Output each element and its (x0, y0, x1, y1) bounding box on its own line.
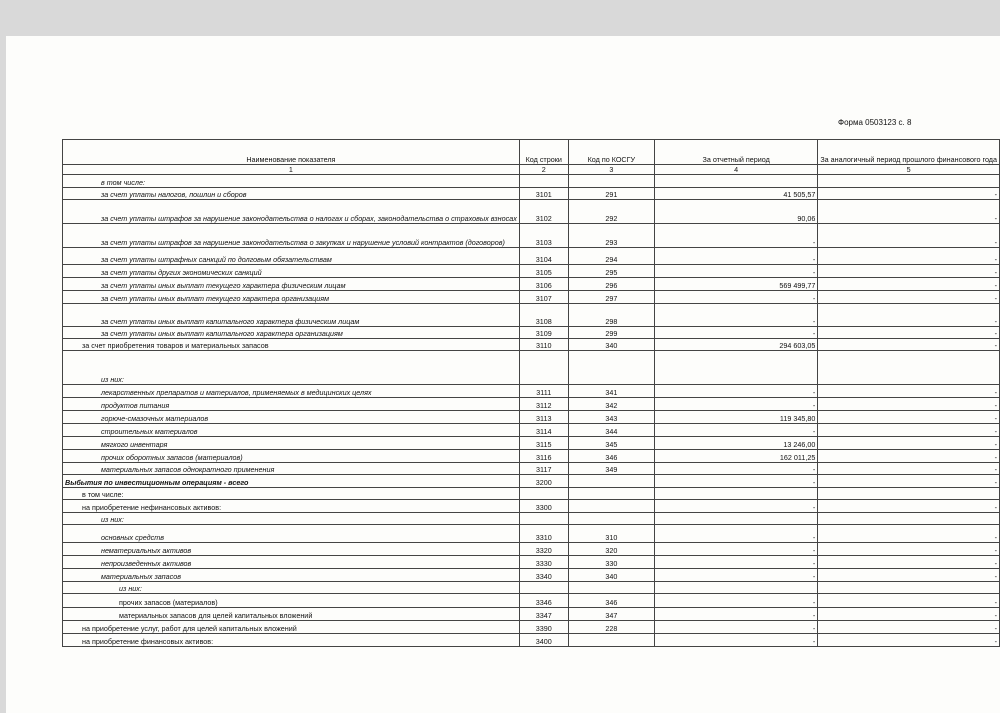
header-line-code: Код строки (519, 140, 568, 165)
col-number-4: 4 (655, 165, 818, 175)
table-row (63, 351, 1000, 385)
row-previous-period-cell (818, 175, 1000, 188)
row-kosgu-cell (568, 175, 654, 188)
col-number-1: 1 (63, 165, 520, 175)
row-current-period-cell: - (655, 265, 818, 278)
table-row (63, 304, 1000, 327)
row-name-cell: прочих запасов (материалов) (63, 594, 520, 608)
row-kosgu-cell (568, 351, 654, 385)
row-kosgu-cell: 345 (568, 437, 654, 450)
header-row (63, 140, 1000, 165)
column-number-row (63, 165, 1000, 175)
row-name-cell: за счет уплаты других экономических санкций (63, 265, 520, 278)
row-previous-period-cell (818, 582, 1000, 594)
table-row (63, 265, 1000, 278)
row-current-period-cell: 13 246,00 (655, 437, 818, 450)
table-row (63, 525, 1000, 543)
table-row (63, 424, 1000, 437)
row-current-period-cell (655, 175, 818, 188)
row-kosgu-cell: 291 (568, 188, 654, 200)
row-kosgu-cell: 341 (568, 385, 654, 398)
table-row (63, 200, 1000, 224)
table-row (63, 339, 1000, 351)
row-current-period-cell: - (655, 327, 818, 339)
row-previous-period-cell: - (818, 475, 1000, 488)
row-current-period-cell: - (655, 291, 818, 304)
row-line-code-cell: 3110 (519, 339, 568, 351)
row-name-cell: из них: (63, 582, 520, 594)
row-previous-period-cell: - (818, 327, 1000, 339)
row-previous-period-cell: - (818, 411, 1000, 424)
row-line-code-cell (519, 513, 568, 525)
table-row (63, 248, 1000, 265)
row-name-cell: материальных запасов для целей капитальных вложений (63, 608, 520, 621)
row-line-code-cell (519, 488, 568, 500)
row-previous-period-cell: - (818, 525, 1000, 543)
row-line-code-cell: 3200 (519, 475, 568, 488)
row-line-code-cell: 3112 (519, 398, 568, 411)
row-line-code-cell: 3347 (519, 608, 568, 621)
row-line-code-cell: 3109 (519, 327, 568, 339)
row-previous-period-cell: - (818, 278, 1000, 291)
table-row (63, 463, 1000, 475)
row-name-cell: прочих оборотных запасов (материалов) (63, 450, 520, 463)
row-name-cell: за счет уплаты иных выплат текущего характера физическим лицам (63, 278, 520, 291)
row-line-code-cell: 3107 (519, 291, 568, 304)
row-line-code-cell: 3101 (519, 188, 568, 200)
table-row (63, 278, 1000, 291)
table-row (63, 621, 1000, 634)
row-name-cell: материальных запасов (63, 569, 520, 582)
row-line-code-cell: 3300 (519, 500, 568, 513)
row-kosgu-cell: 346 (568, 450, 654, 463)
row-current-period-cell: 90,06 (655, 200, 818, 224)
table-row (63, 582, 1000, 594)
row-line-code-cell: 3340 (519, 569, 568, 582)
row-kosgu-cell (568, 475, 654, 488)
row-line-code-cell (519, 582, 568, 594)
table-row (63, 500, 1000, 513)
table-row (63, 327, 1000, 339)
row-kosgu-cell: 299 (568, 327, 654, 339)
row-line-code-cell: 3104 (519, 248, 568, 265)
row-previous-period-cell: - (818, 608, 1000, 621)
row-current-period-cell: - (655, 424, 818, 437)
row-name-cell: за счет уплаты штрафов за нарушение законодательства о налогах и сборах, законодательства о страховых взносах (63, 200, 520, 224)
row-kosgu-cell: 296 (568, 278, 654, 291)
row-kosgu-cell: 295 (568, 265, 654, 278)
row-line-code-cell: 3390 (519, 621, 568, 634)
row-current-period-cell: - (655, 463, 818, 475)
row-previous-period-cell: - (818, 265, 1000, 278)
table-row (63, 437, 1000, 450)
table-row (63, 488, 1000, 500)
row-kosgu-cell: 310 (568, 525, 654, 543)
table-row (63, 398, 1000, 411)
row-current-period-cell: 41 505,57 (655, 188, 818, 200)
row-current-period-cell: - (655, 594, 818, 608)
table-row (63, 188, 1000, 200)
row-current-period-cell: - (655, 500, 818, 513)
table-row (63, 556, 1000, 569)
row-current-period-cell: - (655, 525, 818, 543)
row-name-cell: непроизведенных активов (63, 556, 520, 569)
row-line-code-cell: 3103 (519, 224, 568, 248)
row-line-code-cell: 3113 (519, 411, 568, 424)
row-previous-period-cell (818, 513, 1000, 525)
row-kosgu-cell: 340 (568, 569, 654, 582)
table-row (63, 224, 1000, 248)
row-line-code-cell: 3106 (519, 278, 568, 291)
row-line-code-cell (519, 175, 568, 188)
row-kosgu-cell: 294 (568, 248, 654, 265)
row-previous-period-cell: - (818, 621, 1000, 634)
row-name-cell: за счет уплаты налогов, пошлин и сборов (63, 188, 520, 200)
row-name-cell: нематериальных активов (63, 543, 520, 556)
row-name-cell: за счет уплаты иных выплат капитального характера физическим лицам (63, 304, 520, 327)
row-kosgu-cell: 298 (568, 304, 654, 327)
row-previous-period-cell: - (818, 634, 1000, 647)
col-number-3: 3 (568, 165, 654, 175)
row-previous-period-cell: - (818, 543, 1000, 556)
row-name-cell: мягкого инвентаря (63, 437, 520, 450)
table-row (63, 175, 1000, 188)
table-row (63, 543, 1000, 556)
header-kosgu: Код по КОСГУ (568, 140, 654, 165)
row-line-code-cell: 3116 (519, 450, 568, 463)
row-previous-period-cell: - (818, 224, 1000, 248)
row-previous-period-cell (818, 488, 1000, 500)
row-name-cell: за счет приобретения товаров и материальных запасов (63, 339, 520, 351)
row-kosgu-cell: 330 (568, 556, 654, 569)
row-kosgu-cell: 346 (568, 594, 654, 608)
row-line-code-cell (519, 351, 568, 385)
row-current-period-cell: - (655, 556, 818, 569)
row-current-period-cell: 569 499,77 (655, 278, 818, 291)
header-name: Наименование показателя (63, 140, 520, 165)
row-previous-period-cell: - (818, 463, 1000, 475)
header-previous-period: За аналогичный период прошлого финансового года (818, 140, 1000, 165)
row-name-cell: за счет уплаты иных выплат текущего характера организациям (63, 291, 520, 304)
form-label: Форма 0503123 с. 8 (838, 118, 912, 127)
row-name-cell: горюче-смазочных материалов (63, 411, 520, 424)
row-name-cell: из них: (63, 513, 520, 525)
row-previous-period-cell: - (818, 500, 1000, 513)
row-line-code-cell: 3108 (519, 304, 568, 327)
row-kosgu-cell (568, 634, 654, 647)
row-name-cell: на приобретение финансовых активов: (63, 634, 520, 647)
row-current-period-cell: - (655, 385, 818, 398)
row-line-code-cell: 3320 (519, 543, 568, 556)
row-kosgu-cell (568, 488, 654, 500)
header-current-period: За отчетный период (655, 140, 818, 165)
row-kosgu-cell: 293 (568, 224, 654, 248)
row-line-code-cell: 3117 (519, 463, 568, 475)
col-number-2: 2 (519, 165, 568, 175)
row-name-cell: на приобретение нефинансовых активов: (63, 500, 520, 513)
row-name-cell: основных средств (63, 525, 520, 543)
row-previous-period-cell: - (818, 291, 1000, 304)
row-current-period-cell: 294 603,05 (655, 339, 818, 351)
row-previous-period-cell: - (818, 594, 1000, 608)
row-kosgu-cell (568, 582, 654, 594)
row-kosgu-cell: 347 (568, 608, 654, 621)
row-name-cell: в том числе: (63, 175, 520, 188)
table-row (63, 475, 1000, 488)
table-row (63, 291, 1000, 304)
row-previous-period-cell: - (818, 437, 1000, 450)
row-current-period-cell: - (655, 621, 818, 634)
col-number-5: 5 (818, 165, 1000, 175)
row-line-code-cell: 3115 (519, 437, 568, 450)
row-name-cell: продуктов питания (63, 398, 520, 411)
table-row (63, 513, 1000, 525)
row-name-cell: за счет уплаты штрафных санкций по долговым обязательствам (63, 248, 520, 265)
row-name-cell: за счет уплаты штрафов за нарушение законодательства о закупках и нарушение условий контрактов (договоров) (63, 224, 520, 248)
row-name-cell: Выбытия по инвестиционным операциям - всего (63, 475, 520, 488)
row-current-period-cell: 162 011,25 (655, 450, 818, 463)
row-current-period-cell: - (655, 398, 818, 411)
row-kosgu-cell: 292 (568, 200, 654, 224)
row-current-period-cell: - (655, 634, 818, 647)
table-row (63, 608, 1000, 621)
row-line-code-cell: 3310 (519, 525, 568, 543)
table-row (63, 594, 1000, 608)
row-name-cell: материальных запасов однократного применения (63, 463, 520, 475)
row-current-period-cell: - (655, 304, 818, 327)
row-kosgu-cell (568, 513, 654, 525)
row-kosgu-cell: 342 (568, 398, 654, 411)
row-name-cell: лекарственных препаратов и материалов, применяемых в медицинских целях (63, 385, 520, 398)
row-kosgu-cell: 344 (568, 424, 654, 437)
row-current-period-cell: - (655, 248, 818, 265)
row-kosgu-cell: 343 (568, 411, 654, 424)
row-previous-period-cell (818, 351, 1000, 385)
table-row (63, 569, 1000, 582)
row-previous-period-cell: - (818, 385, 1000, 398)
table-row (63, 411, 1000, 424)
row-line-code-cell: 3330 (519, 556, 568, 569)
row-kosgu-cell: 349 (568, 463, 654, 475)
row-line-code-cell: 3111 (519, 385, 568, 398)
row-kosgu-cell: 340 (568, 339, 654, 351)
row-previous-period-cell: - (818, 339, 1000, 351)
row-previous-period-cell: - (818, 248, 1000, 265)
row-line-code-cell: 3400 (519, 634, 568, 647)
row-kosgu-cell: 297 (568, 291, 654, 304)
row-previous-period-cell: - (818, 304, 1000, 327)
row-previous-period-cell: - (818, 200, 1000, 224)
row-kosgu-cell: 228 (568, 621, 654, 634)
row-current-period-cell (655, 351, 818, 385)
row-name-cell: за счет уплаты иных выплат капитального характера организациям (63, 327, 520, 339)
row-previous-period-cell: - (818, 188, 1000, 200)
row-previous-period-cell: - (818, 398, 1000, 411)
report-table (62, 139, 1000, 647)
table-row (63, 385, 1000, 398)
row-previous-period-cell: - (818, 556, 1000, 569)
row-line-code-cell: 3114 (519, 424, 568, 437)
row-line-code-cell: 3105 (519, 265, 568, 278)
table-row (63, 634, 1000, 647)
row-current-period-cell: - (655, 475, 818, 488)
row-name-cell: на приобретение услуг, работ для целей капитальных вложений (63, 621, 520, 634)
row-current-period-cell (655, 488, 818, 500)
row-previous-period-cell: - (818, 450, 1000, 463)
row-current-period-cell: - (655, 569, 818, 582)
row-name-cell: строительных материалов (63, 424, 520, 437)
row-current-period-cell (655, 513, 818, 525)
row-current-period-cell: 119 345,80 (655, 411, 818, 424)
row-name-cell: в том числе: (63, 488, 520, 500)
row-current-period-cell (655, 582, 818, 594)
row-previous-period-cell: - (818, 424, 1000, 437)
row-previous-period-cell: - (818, 569, 1000, 582)
row-current-period-cell: - (655, 608, 818, 621)
row-current-period-cell: - (655, 543, 818, 556)
row-line-code-cell: 3346 (519, 594, 568, 608)
row-name-cell: из них: (63, 351, 520, 385)
table-row (63, 450, 1000, 463)
row-line-code-cell: 3102 (519, 200, 568, 224)
row-current-period-cell: - (655, 224, 818, 248)
row-kosgu-cell: 320 (568, 543, 654, 556)
row-kosgu-cell (568, 500, 654, 513)
